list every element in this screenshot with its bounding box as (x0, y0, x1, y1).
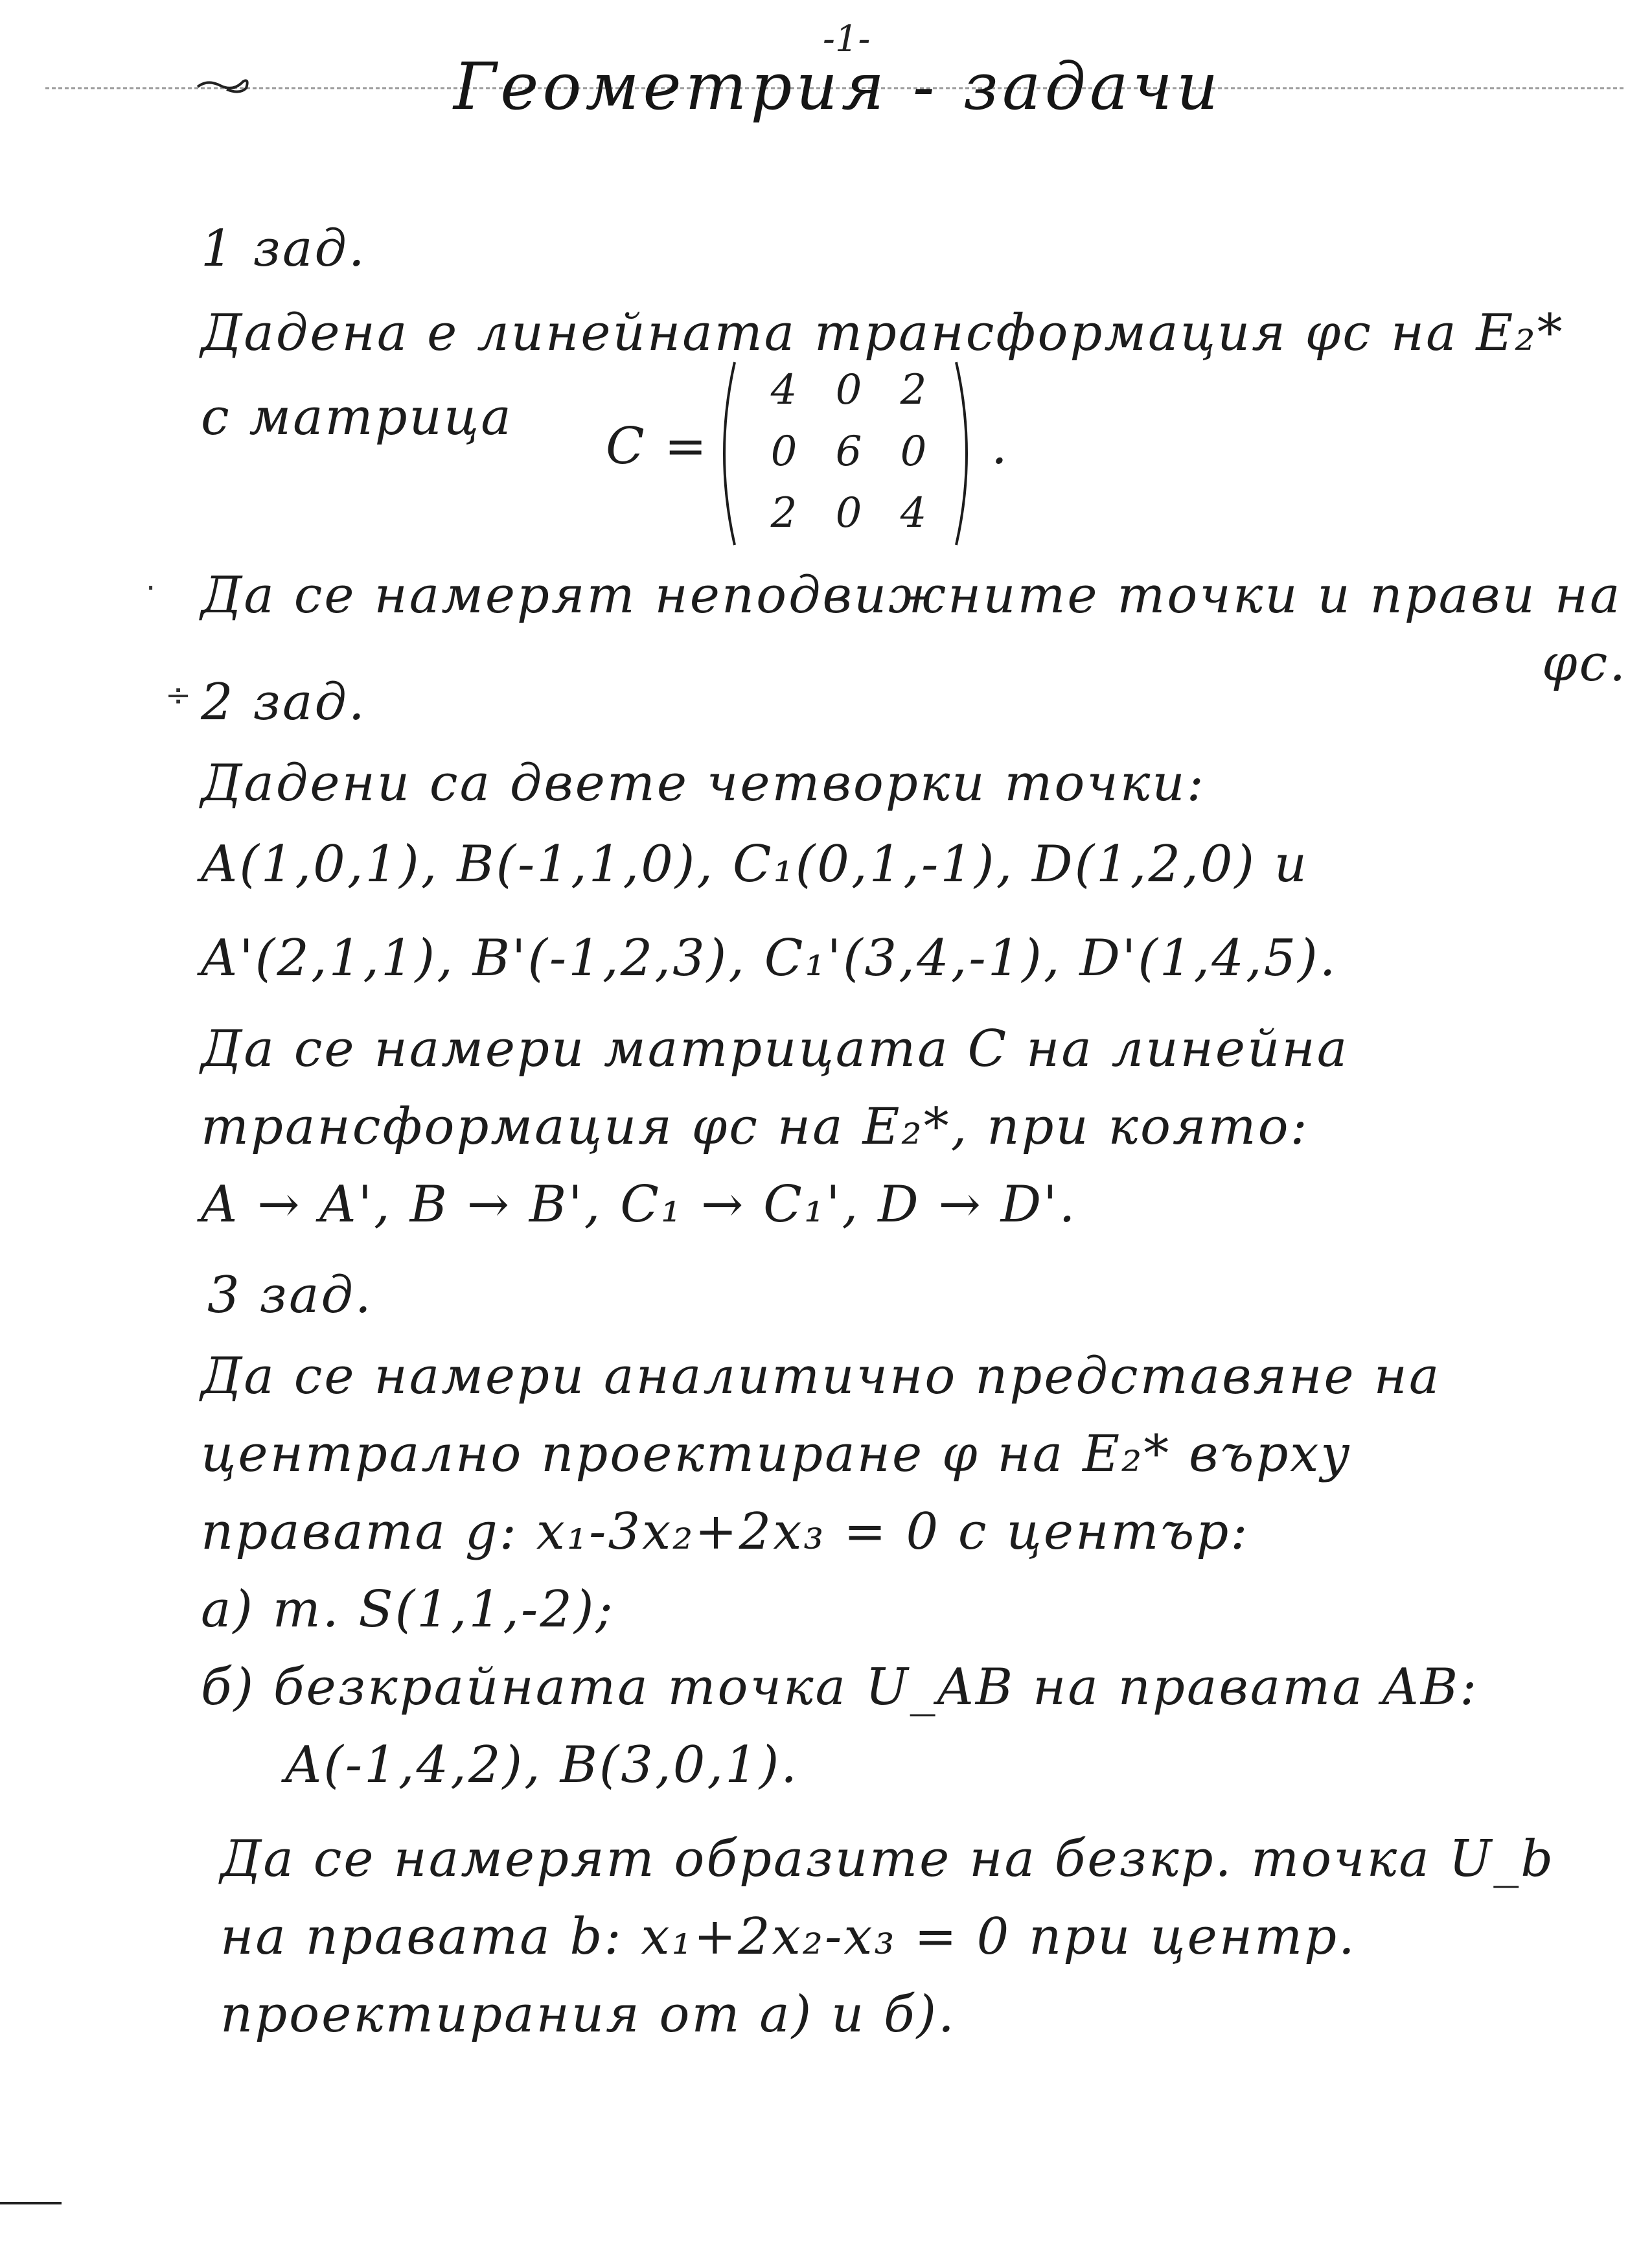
task2-line1: Дадени са двете четворки точки: (201, 754, 1206, 813)
matrix-name: C = (606, 417, 709, 476)
task2-line2: A(1,0,1), B(-1,1,0), C₁(0,1,-1), D(1,2,0) и (201, 835, 1309, 894)
matrix-cells (751, 360, 946, 548)
task3-line5: на правата b: x₁+2x₂-x₃ = 0 при центр. (220, 1908, 1357, 1966)
bottom-edge-mark (0, 2202, 62, 2204)
task3-line6: проектирания от а) и б). (220, 1985, 956, 2044)
task2-line6: A → A', B → B', C₁ → C₁', D → D'. (201, 1175, 1077, 1234)
matrix-cell: 4 (770, 366, 797, 414)
task3-line4: Да се намерят образите на безкр. точка U_b (220, 1830, 1555, 1888)
matrix-cell: 0 (770, 428, 797, 476)
task2-line5: трансформация φc на E₂*, при която: (201, 1098, 1309, 1156)
left-paren-icon (713, 360, 739, 548)
matrix-cell: 6 (835, 428, 862, 476)
margin-mark-dot: · (146, 570, 156, 607)
page-title: Геометрия - задачи (453, 49, 1222, 124)
matrix-cell: 2 (900, 366, 927, 414)
task1-line1: Дадена е линейната трансформация φc на E₂* (201, 304, 1565, 362)
task3-label: 3 зад. (207, 1266, 373, 1324)
matrix-cell: 0 (835, 489, 862, 537)
task3-item-b2: A(-1,4,2), B(3,0,1). (285, 1736, 799, 1794)
task2-label: 2 зад. (201, 673, 367, 732)
task1-line3: Да се намерят неподвижните точки и прави на (201, 566, 1622, 625)
task1-line3-end: φc. (1542, 634, 1628, 693)
right-paren-icon (952, 360, 978, 548)
matrix-cell: 0 (835, 366, 862, 414)
task2-line3: A'(2,1,1), B'(-1,2,3), C₁'(3,4,-1), D'(1,4,5). (201, 929, 1338, 988)
matrix-suffix: . (991, 417, 1009, 476)
margin-mark-divide: ÷ (165, 677, 192, 713)
pen-doodle-icon (194, 73, 253, 98)
page-number: -1- (823, 18, 871, 60)
task3-line3: правата g: x₁-3x₂+2x₃ = 0 с център: (201, 1503, 1250, 1561)
task3-item-a: а) т. S(1,1,-2); (201, 1580, 615, 1639)
matrix-cell: 4 (900, 489, 927, 537)
task2-line4: Да се намери матрицата C на линейна (201, 1020, 1349, 1078)
matrix-c (713, 360, 985, 548)
task1-label: 1 зад. (201, 220, 367, 278)
matrix-cell: 2 (770, 489, 797, 537)
task3-line1: Да се намери аналитично представяне на (201, 1347, 1441, 1405)
task3-line2: централно проектиране φ на E₂* върху (201, 1425, 1352, 1483)
task3-item-b: б) безкрайната точка U_AB на правата AB: (201, 1658, 1479, 1717)
matrix-cell: 0 (900, 428, 927, 476)
task1-line2-prefix: с матрица (201, 388, 513, 446)
